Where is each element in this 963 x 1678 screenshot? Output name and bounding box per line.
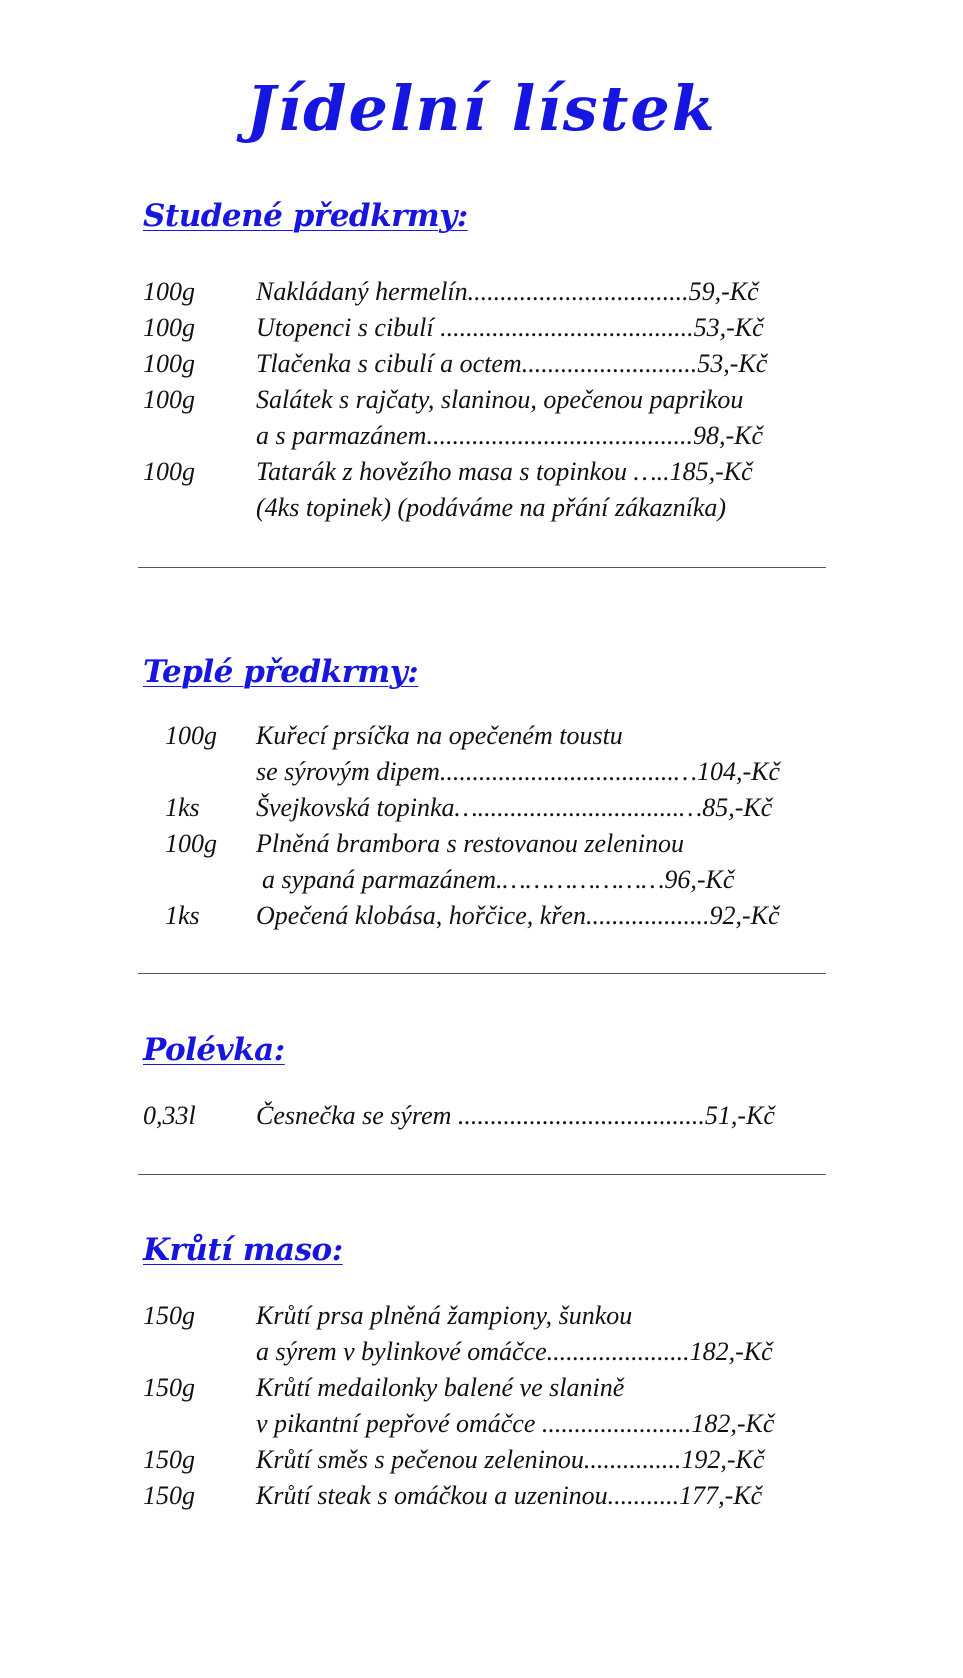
menu-item-continuation bbox=[143, 1334, 823, 1370]
section-cold-starters bbox=[143, 196, 823, 522]
item-text: Česnečka se sýrem ......................................51,-Kč bbox=[256, 1101, 775, 1130]
menu-item-continuation bbox=[143, 862, 823, 898]
item-quantity: 150g bbox=[143, 1481, 195, 1510]
item-quantity: 1ks bbox=[165, 901, 200, 930]
item-text: Kuřecí prsíčka na opečeném toustu bbox=[256, 721, 623, 750]
menu-item bbox=[143, 454, 823, 490]
section-divider bbox=[138, 973, 826, 974]
menu-item bbox=[143, 1478, 823, 1514]
section-heading: Studené předkrmy: bbox=[143, 198, 468, 234]
item-text: Krůtí steak s omáčkou a uzeninou...........177,-Kč bbox=[256, 1481, 763, 1510]
menu-item bbox=[143, 274, 823, 310]
item-text: Krůtí směs s pečenou zeleninou...............192,-Kč bbox=[256, 1445, 765, 1474]
item-quantity: 150g bbox=[143, 1301, 195, 1330]
menu-items bbox=[143, 1298, 823, 1514]
item-quantity: 100g bbox=[165, 829, 217, 858]
section-divider bbox=[138, 1174, 826, 1175]
section-divider bbox=[138, 567, 826, 568]
menu-item bbox=[143, 1442, 823, 1478]
section-heading: Teplé předkrmy: bbox=[143, 654, 419, 690]
item-quantity: 1ks bbox=[165, 793, 200, 822]
menu-item-continuation bbox=[143, 490, 823, 526]
item-quantity: 100g bbox=[143, 277, 195, 306]
item-quantity: 150g bbox=[143, 1445, 195, 1474]
item-text: Salátek s rajčaty, slaninou, opečenou paprikou bbox=[256, 385, 744, 414]
menu-items bbox=[143, 274, 823, 526]
item-text: v pikantní pepřové omáčce .......................182,-Kč bbox=[256, 1409, 775, 1438]
page-title: Jídelní lístek bbox=[246, 72, 717, 145]
item-text: Švejkovská topinka…...............................…85,-Kč bbox=[256, 793, 773, 822]
menu-item bbox=[143, 1098, 823, 1134]
item-text: Tatarák z hovězího masa s topinkou …..185,-Kč bbox=[256, 457, 753, 486]
section-warm-starters bbox=[143, 652, 823, 930]
item-quantity: 100g bbox=[143, 385, 195, 414]
item-quantity: 0,33l bbox=[143, 1101, 196, 1130]
item-text: a sypaná parmazánem.…………………96,-Kč bbox=[262, 865, 735, 894]
section-heading: Krůtí maso: bbox=[143, 1232, 343, 1268]
item-text: Utopenci s cibulí .......................................53,-Kč bbox=[256, 313, 764, 342]
menu-item bbox=[143, 718, 823, 754]
menu-item bbox=[143, 1298, 823, 1334]
menu-item bbox=[143, 382, 823, 418]
item-quantity: 100g bbox=[143, 457, 195, 486]
section-turkey bbox=[143, 1230, 823, 1510]
item-text: Krůtí medailonky balené ve slanině bbox=[256, 1373, 625, 1402]
menu-items bbox=[143, 718, 823, 934]
item-text: Opečená klobása, hořčice, křen...................92,-Kč bbox=[256, 901, 780, 930]
item-quantity: 100g bbox=[143, 313, 195, 342]
menu-item bbox=[143, 790, 823, 826]
item-quantity: 100g bbox=[165, 721, 217, 750]
menu-item-continuation bbox=[143, 1406, 823, 1442]
menu-item bbox=[143, 826, 823, 862]
menu-item-continuation bbox=[143, 418, 823, 454]
menu-items bbox=[143, 1098, 823, 1134]
menu-item-continuation bbox=[143, 754, 823, 790]
item-text: Plněná brambora s restovanou zeleninou bbox=[256, 829, 684, 858]
item-text: a sýrem v bylinkové omáčce......................182,-Kč bbox=[256, 1337, 773, 1366]
item-text: a s parmazánem.........................................98,-Kč bbox=[256, 421, 763, 450]
section-heading: Polévka: bbox=[143, 1032, 285, 1068]
item-text: se sýrovým dipem....................................…104,-Kč bbox=[256, 757, 781, 786]
item-quantity: 100g bbox=[143, 349, 195, 378]
item-text: Krůtí prsa plněná žampiony, šunkou bbox=[256, 1301, 633, 1330]
item-quantity: 150g bbox=[143, 1373, 195, 1402]
item-text: Nakládaný hermelín..................................59,-Kč bbox=[256, 277, 759, 306]
menu-item bbox=[143, 1370, 823, 1406]
menu-item bbox=[143, 346, 823, 382]
menu-item bbox=[143, 898, 823, 934]
section-soup bbox=[143, 1030, 823, 1130]
menu-item bbox=[143, 310, 823, 346]
item-text: (4ks topinek) (podáváme na přání zákazníka) bbox=[256, 493, 727, 522]
item-text: Tlačenka s cibulí a octem...........................53,-Kč bbox=[256, 349, 768, 378]
